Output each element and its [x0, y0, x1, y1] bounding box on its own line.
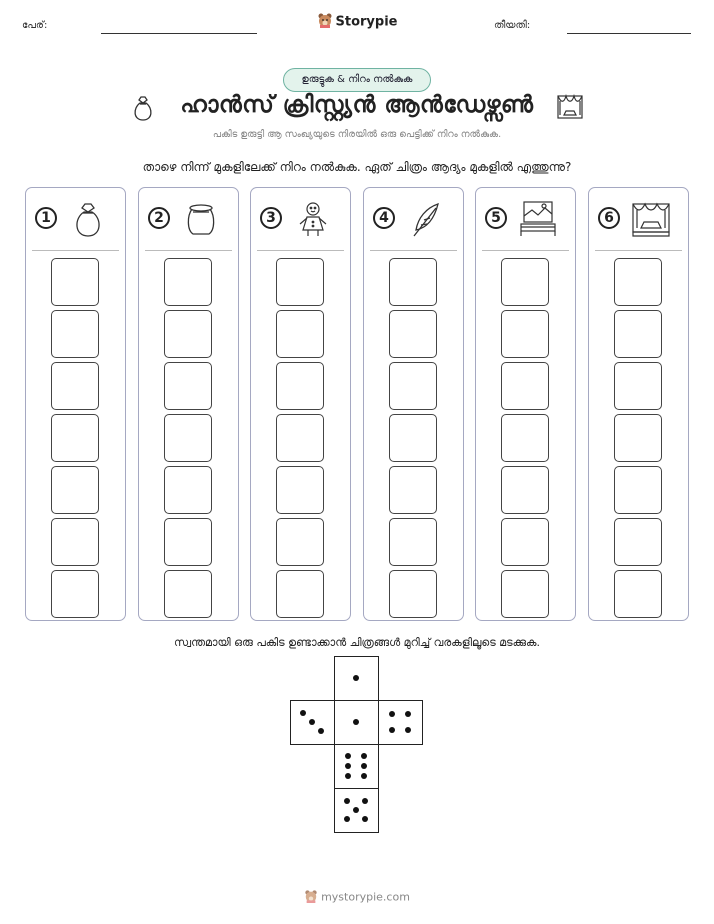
column-2 — [138, 187, 239, 621]
column-number: 6 — [598, 207, 620, 229]
pip — [345, 773, 351, 779]
color-box[interactable] — [501, 310, 549, 358]
color-box[interactable] — [614, 570, 662, 618]
footer — [0, 889, 714, 906]
pip — [389, 727, 395, 733]
column-1 — [25, 187, 126, 621]
color-box[interactable] — [614, 414, 662, 462]
color-box[interactable] — [614, 362, 662, 410]
dice-face-3[interactable] — [290, 700, 335, 745]
color-box[interactable] — [276, 466, 324, 514]
bear-footer-icon — [304, 889, 318, 906]
color-box[interactable] — [164, 466, 212, 514]
pip — [353, 675, 359, 681]
color-box[interactable] — [51, 570, 99, 618]
column-number: 3 — [260, 207, 282, 229]
pip — [362, 798, 368, 804]
pip — [318, 728, 324, 734]
color-box[interactable] — [276, 570, 324, 618]
pip — [344, 816, 350, 822]
date-line[interactable] — [567, 33, 691, 34]
column-divider — [32, 250, 119, 251]
column-number: 2 — [148, 207, 170, 229]
theater-stage-icon — [631, 200, 671, 240]
dice-face-1[interactable] — [334, 656, 379, 701]
color-box[interactable] — [164, 570, 212, 618]
money-bag-icon — [68, 200, 108, 240]
color-box[interactable] — [614, 518, 662, 566]
color-box[interactable] — [51, 258, 99, 306]
pip — [362, 816, 368, 822]
dice-face-1-center[interactable] — [334, 700, 379, 745]
theater-title-icon — [556, 93, 584, 125]
column-number: 1 — [35, 207, 57, 229]
color-box[interactable] — [389, 310, 437, 358]
pip — [353, 807, 359, 813]
feather-icon — [406, 200, 446, 240]
color-box[interactable] — [389, 570, 437, 618]
column-3 — [250, 187, 351, 621]
activity-tag: ഉരുട്ടുക & നിറം നൽകുക — [283, 68, 431, 92]
pip — [344, 798, 350, 804]
color-box[interactable] — [501, 258, 549, 306]
pip — [389, 711, 395, 717]
date-label: തീയതി: — [494, 20, 531, 31]
column-divider — [370, 250, 457, 251]
footer-url[interactable]: mystorypie.com — [321, 890, 410, 904]
pip — [309, 719, 315, 725]
pip — [361, 763, 367, 769]
column-divider — [145, 250, 232, 251]
color-box[interactable] — [614, 466, 662, 514]
dice-face-4[interactable] — [378, 700, 423, 745]
color-box[interactable] — [164, 414, 212, 462]
column-divider — [482, 250, 569, 251]
color-box[interactable] — [164, 518, 212, 566]
color-box[interactable] — [51, 414, 99, 462]
color-box[interactable] — [276, 362, 324, 410]
color-box[interactable] — [389, 258, 437, 306]
color-box[interactable] — [276, 414, 324, 462]
color-box[interactable] — [614, 310, 662, 358]
name-label: പേര്: — [22, 20, 48, 31]
color-box[interactable] — [389, 362, 437, 410]
column-number: 4 — [373, 207, 395, 229]
color-box[interactable] — [501, 518, 549, 566]
column-divider — [257, 250, 344, 251]
instruction-text: താഴെ നിന്ന് മുകളിലേക്ക് നിറം നൽകുക. ഏത് ചിത്രം ആദ്യം മുകളിൽ എത്തുന്നു? — [142, 160, 572, 174]
color-box[interactable] — [51, 310, 99, 358]
color-box[interactable] — [276, 258, 324, 306]
column-number: 5 — [485, 207, 507, 229]
color-box[interactable] — [501, 570, 549, 618]
name-line[interactable] — [101, 33, 257, 34]
column-divider — [595, 250, 682, 251]
column-5 — [475, 187, 576, 621]
bear-logo-icon — [317, 12, 333, 32]
column-4 — [363, 187, 464, 621]
color-box[interactable] — [276, 310, 324, 358]
pip — [405, 711, 411, 717]
pip — [353, 719, 359, 725]
dice-face-5[interactable] — [334, 788, 379, 833]
column-6 — [588, 187, 689, 621]
brand-name: Storypie — [335, 14, 398, 30]
color-box[interactable] — [614, 258, 662, 306]
brand-logo — [0, 12, 714, 32]
bed-window-icon — [518, 200, 558, 240]
color-box[interactable] — [501, 362, 549, 410]
pip — [405, 727, 411, 733]
color-box[interactable] — [389, 466, 437, 514]
color-box[interactable] — [164, 258, 212, 306]
color-box[interactable] — [164, 362, 212, 410]
pip — [345, 753, 351, 759]
pip — [300, 710, 306, 716]
color-box[interactable] — [501, 414, 549, 462]
pip — [361, 753, 367, 759]
dice-face-6[interactable] — [334, 744, 379, 789]
color-box[interactable] — [51, 362, 99, 410]
color-box[interactable] — [51, 466, 99, 514]
page-title: ഹാൻസ് ക്രിസ്റ്റ്യൻ ആൻഡേഴ്സൺ — [180, 92, 534, 118]
color-box[interactable] — [164, 310, 212, 358]
color-box[interactable] — [389, 518, 437, 566]
page-subtitle: പകിട ഉരുട്ടി ആ സംഖ്യയുടെ നിരയിൽ ഒരു പെട്ടിക്ക് നിറം നൽകുക. — [212, 129, 502, 140]
pip — [361, 773, 367, 779]
doll-icon — [293, 200, 333, 240]
cut-instruction: സ്വന്തമായി ഒരു പകിട ഉണ്ടാക്കാൻ ചിത്രങ്ങൾ മുറിച്ച് വരകളിലൂടെ മടക്കുക. — [174, 636, 540, 649]
pot-icon — [181, 200, 221, 240]
color-box[interactable] — [276, 518, 324, 566]
color-box[interactable] — [51, 518, 99, 566]
color-box[interactable] — [501, 466, 549, 514]
pip — [345, 763, 351, 769]
color-box[interactable] — [389, 414, 437, 462]
